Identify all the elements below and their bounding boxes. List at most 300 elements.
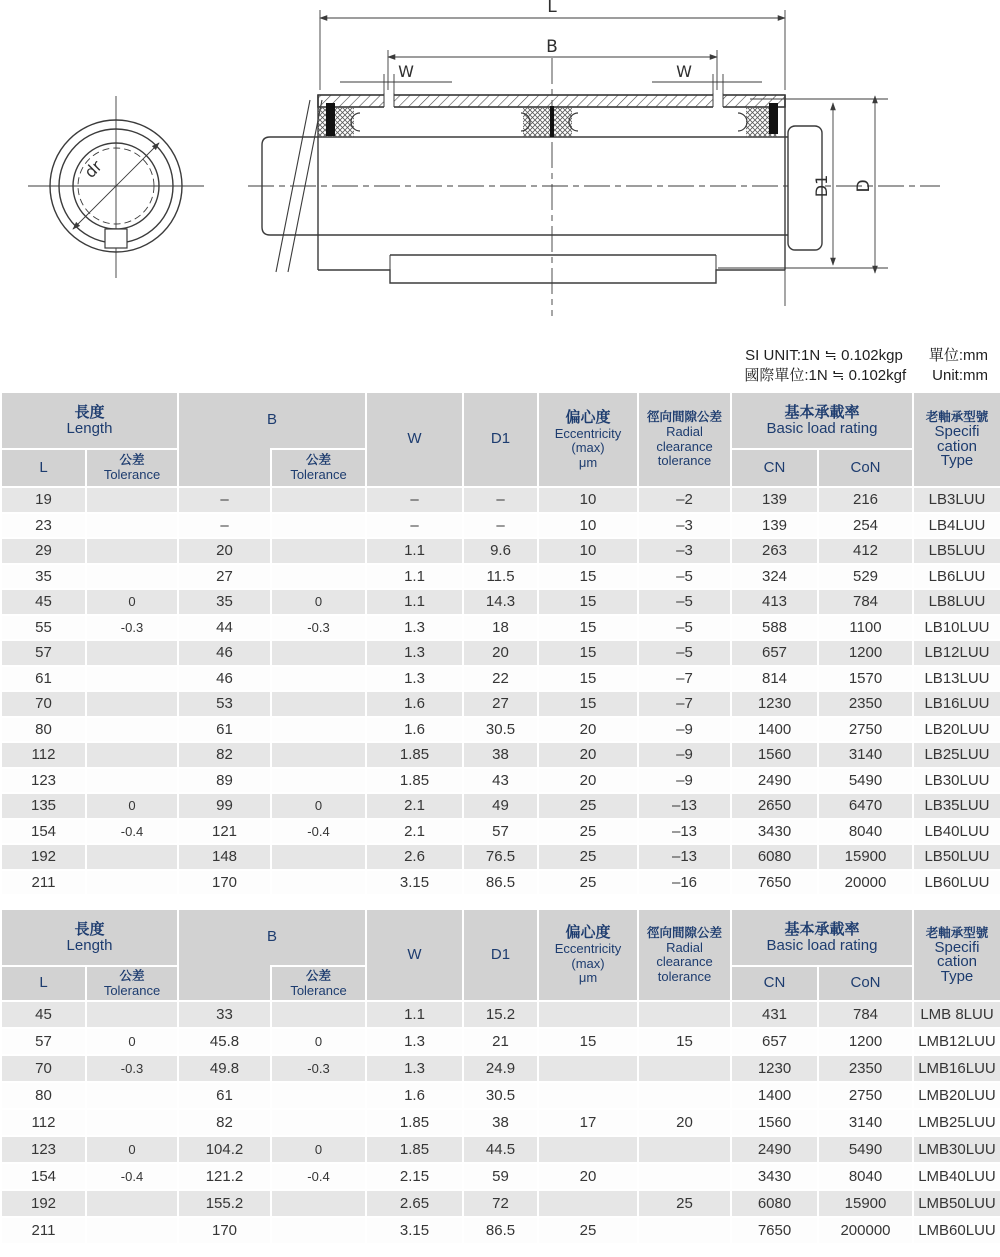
header-con: CoN: [819, 967, 912, 1000]
si-line-1: SI UNIT:1N ≒ 0.102kgp: [745, 347, 903, 364]
table-cell: 1.6: [367, 718, 462, 742]
table-cell: 784: [819, 590, 912, 614]
table-cell: 1.3: [367, 1029, 462, 1054]
table-cell: [87, 1083, 177, 1108]
table-cell: 1100: [819, 616, 912, 640]
table-cell: 1.85: [367, 769, 462, 793]
header-eccentricity: 偏心度 Eccentricity (max) μm: [539, 910, 637, 1000]
table-row: [2, 820, 1000, 844]
table-cell: -0.3: [87, 1056, 177, 1081]
table-cell: [272, 1110, 365, 1135]
table-row: [2, 488, 1000, 512]
table-cell: 1.6: [367, 692, 462, 716]
table-cell: 61: [179, 1083, 270, 1108]
table-cell: LB4LUU: [914, 514, 1000, 538]
table-cell: 3430: [732, 820, 817, 844]
table-cell: 192: [2, 845, 85, 869]
table-cell: 45: [2, 590, 85, 614]
table-cell: [87, 1191, 177, 1216]
header-d1: D1: [464, 910, 537, 1000]
table-cell: 1400: [732, 1083, 817, 1108]
table-cell: LB12LUU: [914, 641, 1000, 665]
table-cell: [272, 1083, 365, 1108]
table-cell: 49: [464, 794, 537, 818]
table-cell: 7650: [732, 871, 817, 895]
table-cell: 1.3: [367, 667, 462, 691]
table-cell: 1.1: [367, 539, 462, 563]
table-cell: 112: [2, 1110, 85, 1135]
table-cell: 1.6: [367, 1083, 462, 1108]
table-cell: 20: [539, 743, 637, 767]
table-cell: 33: [179, 1002, 270, 1027]
table-cell: 123: [2, 1137, 85, 1162]
header-d1: D1: [464, 393, 537, 486]
table-row: [2, 667, 1000, 691]
table-cell: 1200: [819, 641, 912, 665]
header-b: B: [179, 393, 365, 448]
table-cell: [272, 1002, 365, 1027]
table-cell: 80: [2, 718, 85, 742]
table-cell: –13: [639, 820, 730, 844]
table-header: [2, 393, 998, 486]
table-cell: 23: [2, 514, 85, 538]
table-cell: –: [179, 514, 270, 538]
table-cell: 2490: [732, 1137, 817, 1162]
table-cell: [272, 514, 365, 538]
table-cell: 24.9: [464, 1056, 537, 1081]
table-cell: 2350: [819, 692, 912, 716]
table-cell: 35: [179, 590, 270, 614]
table-cell: [272, 488, 365, 512]
table-cell: –7: [639, 667, 730, 691]
table-row: [2, 1083, 1000, 1108]
table-cell: 38: [464, 1110, 537, 1135]
table-cell: LB25LUU: [914, 743, 1000, 767]
table-cell: 657: [732, 641, 817, 665]
header-basic-load-rating: 基本承載率 Basic load rating: [732, 393, 912, 448]
table-cell: 15900: [819, 845, 912, 869]
table-cell: 57: [464, 820, 537, 844]
table-cell: 1.3: [367, 616, 462, 640]
table-cell: –9: [639, 718, 730, 742]
table-cell: [272, 1191, 365, 1216]
table-cell: -0.3: [272, 616, 365, 640]
table-cell: 86.5: [464, 1218, 537, 1243]
table-cell: 45.8: [179, 1029, 270, 1054]
header-specification-type: 老軸承型號 Specifi cation Type: [914, 910, 1000, 1000]
end-view: [28, 96, 204, 278]
table-cell: 1560: [732, 1110, 817, 1135]
table-cell: 15900: [819, 1191, 912, 1216]
dr-label: dr: [80, 156, 106, 182]
lmb-series-table: [2, 910, 998, 1243]
table-cell: [539, 1191, 637, 1216]
table-cell: 0: [272, 1137, 365, 1162]
table-row: [2, 743, 1000, 767]
table-cell: –: [464, 488, 537, 512]
table-row: [2, 590, 1000, 614]
table-cell: [539, 1002, 637, 1027]
table-cell: 135: [2, 794, 85, 818]
table-cell: -0.3: [272, 1056, 365, 1081]
table-cell: 154: [2, 820, 85, 844]
table-cell: LB30LUU: [914, 769, 1000, 793]
table-cell: 2.65: [367, 1191, 462, 1216]
header-eccentricity: 偏心度 Eccentricity (max) μm: [539, 393, 637, 486]
table-cell: 0: [87, 794, 177, 818]
table-cell: 413: [732, 590, 817, 614]
table-cell: LB35LUU: [914, 794, 1000, 818]
table-cell: LB3LUU: [914, 488, 1000, 512]
table-cell: [272, 641, 365, 665]
table-cell: 61: [179, 718, 270, 742]
table-cell: 82: [179, 1110, 270, 1135]
table-cell: LMB 8LUU: [914, 1002, 1000, 1027]
table-row: [2, 1056, 1000, 1081]
table-cell: [272, 1218, 365, 1243]
table-cell: 121.2: [179, 1164, 270, 1189]
table-cell: 254: [819, 514, 912, 538]
d1-dim-label: D1: [812, 174, 831, 198]
table-body: [2, 488, 998, 894]
table-cell: [639, 1137, 730, 1162]
table-cell: 5490: [819, 1137, 912, 1162]
table-cell: 1.1: [367, 590, 462, 614]
table-cell: 30.5: [464, 718, 537, 742]
table-cell: 657: [732, 1029, 817, 1054]
table-cell: 155.2: [179, 1191, 270, 1216]
table-cell: 1.85: [367, 743, 462, 767]
table-cell: 15: [539, 590, 637, 614]
table-cell: –5: [639, 641, 730, 665]
table-cell: –9: [639, 769, 730, 793]
table-cell: 3140: [819, 1110, 912, 1135]
table-cell: [87, 871, 177, 895]
bearing-drawing: [0, 0, 1000, 330]
table-cell: 89: [179, 769, 270, 793]
table-cell: [87, 1002, 177, 1027]
header-cn: CN: [732, 967, 817, 1000]
table-cell: 44: [179, 616, 270, 640]
table-cell: 2.15: [367, 1164, 462, 1189]
table-row: [2, 1164, 1000, 1189]
table-cell: 192: [2, 1191, 85, 1216]
header-length: 長度 Length: [2, 910, 177, 965]
table-cell: LMB60LUU: [914, 1218, 1000, 1243]
table-cell: 1400: [732, 718, 817, 742]
table-cell: 3430: [732, 1164, 817, 1189]
table-cell: 11.5: [464, 565, 537, 589]
table-row: [2, 514, 1000, 538]
table-row: [2, 1191, 1000, 1216]
lb-series-table: [2, 393, 998, 894]
table-cell: [87, 845, 177, 869]
table-cell: 20: [639, 1110, 730, 1135]
table-cell: 38: [464, 743, 537, 767]
table-cell: –: [367, 514, 462, 538]
table-cell: LB8LUU: [914, 590, 1000, 614]
table-cell: 82: [179, 743, 270, 767]
table-row: [2, 1137, 1000, 1162]
table-cell: 784: [819, 1002, 912, 1027]
side-view: [248, 10, 940, 316]
table-cell: [272, 769, 365, 793]
table-row: [2, 565, 1000, 589]
table-cell: –2: [639, 488, 730, 512]
table-cell: –: [179, 488, 270, 512]
table-cell: –9: [639, 743, 730, 767]
table-cell: 15: [539, 641, 637, 665]
table-cell: -0.4: [87, 1164, 177, 1189]
table-cell: 15: [539, 565, 637, 589]
table-cell: LB13LUU: [914, 667, 1000, 691]
technical-drawing: [0, 0, 1000, 330]
table-cell: [272, 692, 365, 716]
b-dim-label: B: [546, 37, 558, 57]
table-cell: 17: [539, 1110, 637, 1135]
table-cell: 10: [539, 514, 637, 538]
table-cell: 86.5: [464, 871, 537, 895]
table-cell: 46: [179, 641, 270, 665]
table-cell: 6470: [819, 794, 912, 818]
table-cell: [639, 1083, 730, 1108]
table-cell: 55: [2, 616, 85, 640]
table-cell: 35: [2, 565, 85, 589]
table-cell: 15: [539, 692, 637, 716]
table-cell: LB50LUU: [914, 845, 1000, 869]
table-cell: 53: [179, 692, 270, 716]
table-cell: 25: [539, 845, 637, 869]
table-cell: [87, 692, 177, 716]
table-cell: [272, 845, 365, 869]
table-header: [2, 910, 998, 1000]
table-row: [2, 794, 1000, 818]
header-l: L: [2, 450, 85, 486]
table-cell: 25: [539, 794, 637, 818]
table-cell: 76.5: [464, 845, 537, 869]
si-line-2: 國際單位:1N ≒ 0.102kgf: [744, 367, 907, 384]
table-cell: –5: [639, 565, 730, 589]
table-cell: 5490: [819, 769, 912, 793]
table-cell: 70: [2, 692, 85, 716]
table-cell: –5: [639, 616, 730, 640]
table-cell: 10: [539, 488, 637, 512]
table-cell: 1560: [732, 743, 817, 767]
table-cell: 211: [2, 871, 85, 895]
table-row: [2, 539, 1000, 563]
header-b-filler: [179, 448, 270, 486]
table-row: [2, 641, 1000, 665]
table-cell: 22: [464, 667, 537, 691]
table-cell: 154: [2, 1164, 85, 1189]
table-cell: LB60LUU: [914, 871, 1000, 895]
table-cell: 139: [732, 488, 817, 512]
table-cell: 431: [732, 1002, 817, 1027]
table-cell: [272, 871, 365, 895]
table-cell: 15: [539, 1029, 637, 1054]
table-cell: 25: [539, 820, 637, 844]
table-row: [2, 692, 1000, 716]
table-cell: 59: [464, 1164, 537, 1189]
table-cell: 3140: [819, 743, 912, 767]
table-cell: –16: [639, 871, 730, 895]
table-cell: LMB50LUU: [914, 1191, 1000, 1216]
table-cell: [272, 667, 365, 691]
table-cell: 0: [87, 1137, 177, 1162]
table-cell: LMB16LUU: [914, 1056, 1000, 1081]
table-cell: [87, 667, 177, 691]
table-cell: 6080: [732, 845, 817, 869]
table-cell: 1.85: [367, 1137, 462, 1162]
table-cell: [639, 1056, 730, 1081]
table-cell: 3.15: [367, 1218, 462, 1243]
table-cell: 44.5: [464, 1137, 537, 1162]
table-cell: 99: [179, 794, 270, 818]
table-cell: LB40LUU: [914, 820, 1000, 844]
table-cell: –13: [639, 845, 730, 869]
table-cell: 2750: [819, 718, 912, 742]
w-right-dim-label: W: [676, 62, 692, 81]
table-cell: 80: [2, 1083, 85, 1108]
table-cell: [639, 1002, 730, 1027]
table-cell: LB16LUU: [914, 692, 1000, 716]
table-cell: 1.85: [367, 1110, 462, 1135]
unit-mm-en: Unit:mm: [932, 367, 988, 384]
table-cell: LMB12LUU: [914, 1029, 1000, 1054]
table-cell: [639, 1218, 730, 1243]
header-b-tolerance: 公差 Tolerance: [272, 967, 365, 1000]
table-row: [2, 616, 1000, 640]
table-row: [2, 871, 1000, 895]
table-cell: 25: [539, 1218, 637, 1243]
table-cell: [87, 488, 177, 512]
table-cell: 15: [539, 667, 637, 691]
table-cell: [87, 1218, 177, 1243]
table-row: [2, 1002, 1000, 1027]
table-cell: 1.1: [367, 565, 462, 589]
table-cell: 2490: [732, 769, 817, 793]
table-cell: -0.3: [87, 616, 177, 640]
table-cell: [87, 743, 177, 767]
table-cell: 10: [539, 539, 637, 563]
table-cell: 29: [2, 539, 85, 563]
table-cell: –: [464, 514, 537, 538]
header-cn: CN: [732, 450, 817, 486]
table-cell: 30.5: [464, 1083, 537, 1108]
table-cell: 0: [272, 590, 365, 614]
table-cell: 2750: [819, 1083, 912, 1108]
table-cell: 61: [2, 667, 85, 691]
table-cell: [87, 514, 177, 538]
table-cell: 0: [87, 1029, 177, 1054]
header-l-tolerance: 公差 Tolerance: [87, 450, 177, 486]
header-b-tolerance: 公差 Tolerance: [272, 450, 365, 486]
table-cell: [639, 1164, 730, 1189]
table-cell: 8040: [819, 820, 912, 844]
table-cell: 9.6: [464, 539, 537, 563]
table-cell: 200000: [819, 1218, 912, 1243]
table-cell: 412: [819, 539, 912, 563]
table-cell: 15: [539, 616, 637, 640]
table-cell: [272, 539, 365, 563]
table-cell: LMB25LUU: [914, 1110, 1000, 1135]
header-length: 長度 Length: [2, 393, 177, 448]
table-cell: –: [367, 488, 462, 512]
table-cell: 57: [2, 1029, 85, 1054]
table-cell: 6080: [732, 1191, 817, 1216]
table-cell: –3: [639, 514, 730, 538]
header-b: B: [179, 910, 365, 965]
table-cell: –7: [639, 692, 730, 716]
table-cell: [87, 565, 177, 589]
table-row: [2, 718, 1000, 742]
table-cell: 170: [179, 871, 270, 895]
table-cell: 2.6: [367, 845, 462, 869]
table-cell: 7650: [732, 1218, 817, 1243]
table-cell: 15: [639, 1029, 730, 1054]
table-cell: 19: [2, 488, 85, 512]
table-body: [2, 1002, 998, 1243]
table-cell: 211: [2, 1218, 85, 1243]
table-cell: 49.8: [179, 1056, 270, 1081]
header-b-filler: [179, 965, 270, 1000]
table-cell: [87, 718, 177, 742]
table-cell: 3.15: [367, 871, 462, 895]
unit-note: [0, 330, 1000, 390]
table-cell: 139: [732, 514, 817, 538]
table-cell: –13: [639, 794, 730, 818]
table-cell: 27: [179, 565, 270, 589]
header-basic-load-rating: 基本承載率 Basic load rating: [732, 910, 912, 965]
table-cell: 1230: [732, 1056, 817, 1081]
table-cell: LB20LUU: [914, 718, 1000, 742]
header-con: CoN: [819, 450, 912, 486]
table-cell: LB10LUU: [914, 616, 1000, 640]
table-cell: 1230: [732, 692, 817, 716]
header-radial-clearance: 徑向間隙公差 Radial clearance tolerance: [639, 393, 730, 486]
table-cell: 0: [272, 794, 365, 818]
table-cell: 20: [179, 539, 270, 563]
table-cell: [272, 718, 365, 742]
table-cell: LB6LUU: [914, 565, 1000, 589]
table-cell: 263: [732, 539, 817, 563]
table-cell: LMB40LUU: [914, 1164, 1000, 1189]
d-dim-label: D: [854, 179, 874, 193]
table-cell: 148: [179, 845, 270, 869]
unit-mm-zh: 單位:mm: [928, 347, 988, 364]
table-cell: [87, 1110, 177, 1135]
table-cell: 170: [179, 1218, 270, 1243]
table-cell: [539, 1137, 637, 1162]
table-cell: 104.2: [179, 1137, 270, 1162]
table-cell: 25: [639, 1191, 730, 1216]
table-row: [2, 1029, 1000, 1054]
table-cell: 70: [2, 1056, 85, 1081]
table-cell: [87, 539, 177, 563]
table-cell: 46: [179, 667, 270, 691]
table-cell: -0.4: [87, 820, 177, 844]
table-cell: 2.1: [367, 820, 462, 844]
table-cell: –5: [639, 590, 730, 614]
table-cell: 1.1: [367, 1002, 462, 1027]
table-cell: 588: [732, 616, 817, 640]
table-cell: 15.2: [464, 1002, 537, 1027]
header-radial-clearance: 徑向間隙公差 Radial clearance tolerance: [639, 910, 730, 1000]
table-cell: [87, 641, 177, 665]
table-cell: 216: [819, 488, 912, 512]
table-cell: 324: [732, 565, 817, 589]
table-cell: 20: [539, 718, 637, 742]
